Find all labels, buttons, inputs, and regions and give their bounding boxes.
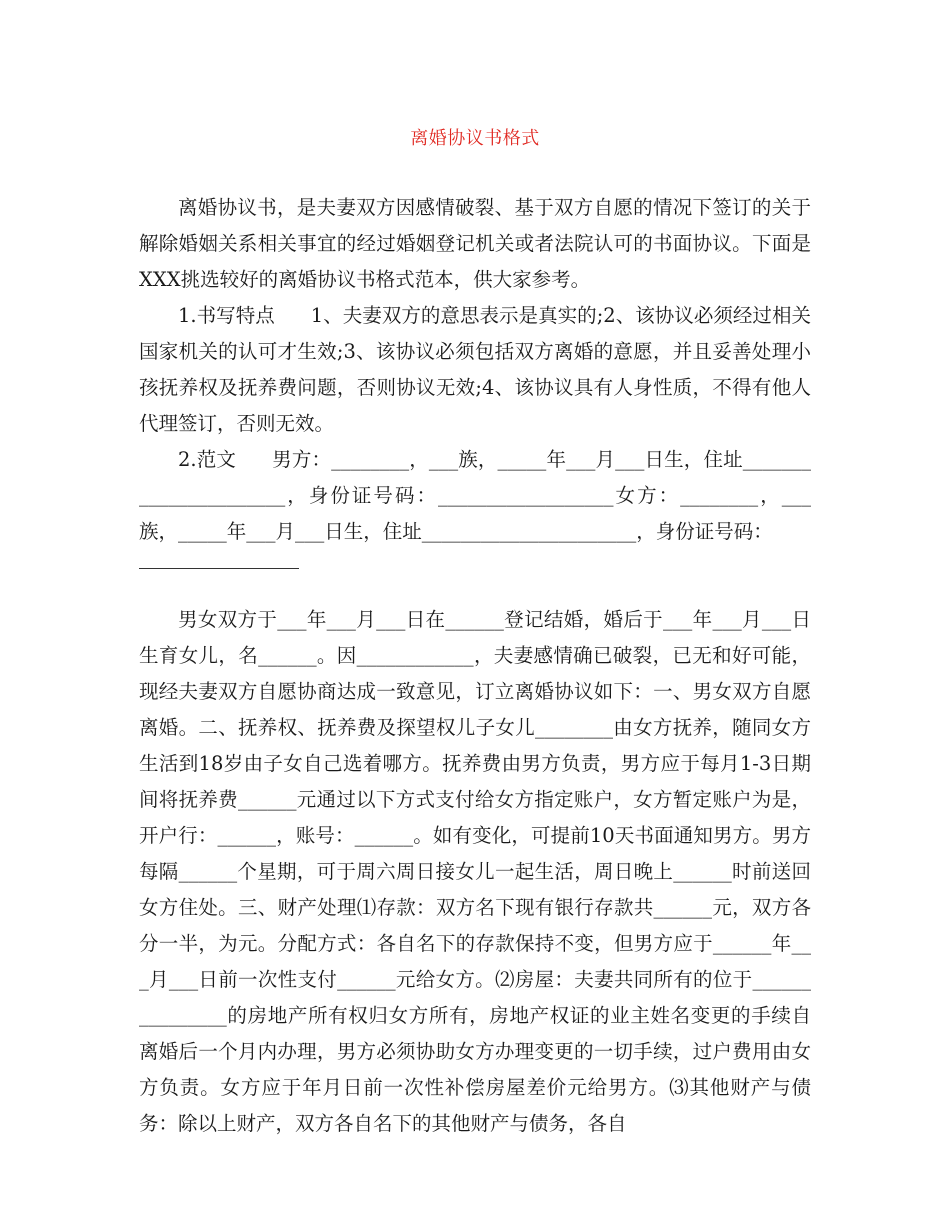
- id-number-blank-line: [139, 568, 299, 570]
- section-1-text: 1、夫妻双方的意思表示是真实的;2、该协议必须经过相关国家机关的认可才生效;3、该协议必须包括双方离婚的意愿，并且妥善处理小孩抚养权及抚养费问题，否则协议无效;4、该协议具有人身性质，不得有他人代理签订，否则无效。: [139, 304, 811, 435]
- section-1-paragraph: [139, 298, 811, 442]
- section-2-label: 2.范文: [178, 448, 237, 471]
- section-2-paragraph: [139, 442, 811, 550]
- main-agreement-paragraph: 男女双方于___年___月___日在______登记结婚，婚后于___年___月___日生育女儿，名______。因____________，夫妻感情确已破裂，已无和好可能，现经夫妻双方自愿协商达成一致意见，订立离婚协议如下：一、男女双方自愿离婚。二、抚养权、抚养费及探望权儿子女儿________由女方抚养，随同女方生活到18岁由子女自己选着哪方。抚养费由男方负责，男方应于每月1-3日期间将抚养费______元通过以下方式支付给女方指定账户，女方暂定账户为是，开户行：______，账号：______。如有变化，可提前10天书面通知男方。男方每隔______个星期，可于周六周日接女儿一起生活，周日晚上______时前送回女方住处。三、财产处理⑴存款：双方名下现有银行存款共______元，双方各分一半，为元。分配方式：各自名下的存款保持不变，但男方应于______年___月___日前一次性支付______元给女方。⑵房屋：夫妻共同所有的位于_______________的房地产所有权归女方所有，房地产权证的业主姓名变更的手续自离婚后一个月内办理，男方必须协助女方办理变更的一切手续，过户费用由女方负责。女方应于年月日前一次性补偿房屋差价元给男方。⑶其他财产与债务：除以上财产，双方各自名下的其他财产与债务，各自: [139, 608, 811, 1135]
- document-title: 离婚协议书格式: [410, 128, 540, 149]
- section-2-text: 男方：________，___族，_____年___月___日生，住址______________________，身份证号码：__________________女方：________，___族，_____年___月___日生，住址______________________，身份证号码：: [139, 448, 811, 543]
- section-1-label: 1.书写特点: [178, 304, 275, 327]
- document-body: [139, 190, 811, 1142]
- paragraph-spacer: [139, 580, 811, 602]
- intro-paragraph: 离婚协议书，是夫妻双方因感情破裂、基于双方自愿的情况下签订的关于解除婚姻关系相关事宜的经过婚姻登记机关或者法院认可的书面协议。下面是XXX挑选较好的离婚协议书格式范本，供大家参考。: [139, 196, 811, 291]
